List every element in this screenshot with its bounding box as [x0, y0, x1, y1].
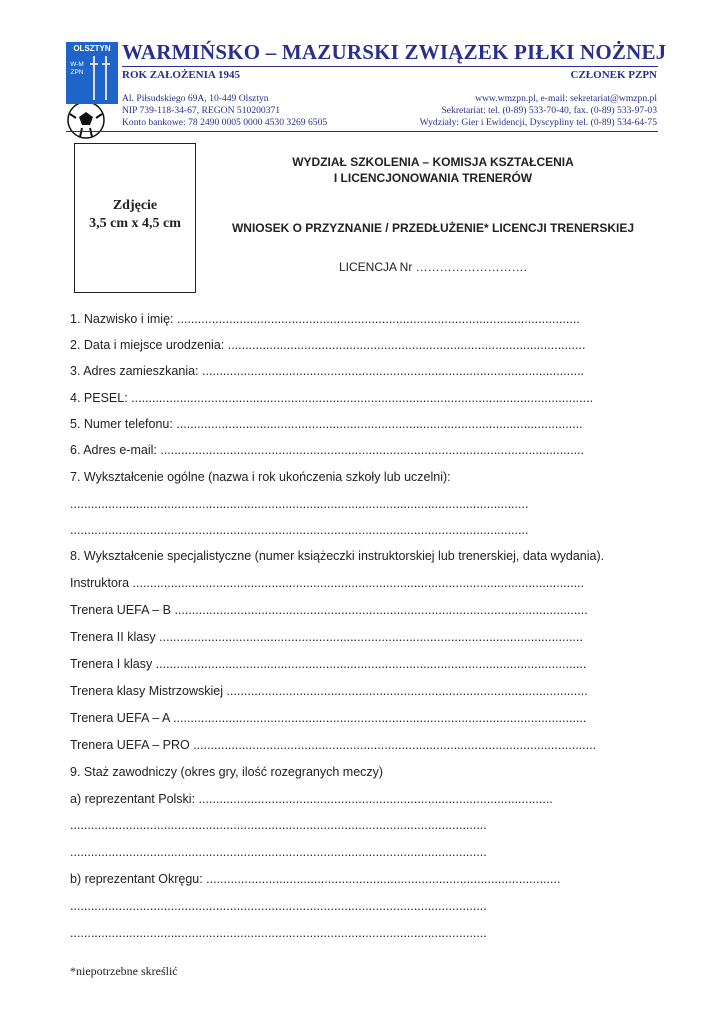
- field-district-line-2[interactable]: ........................................................................................................................: [70, 926, 487, 940]
- wmzpn-logo: [66, 42, 118, 140]
- header-bottom-rule: [66, 131, 658, 132]
- field-phone[interactable]: 5. Numer telefonu: .....................................................................................................................: [70, 417, 583, 431]
- address: Al. Piłsudskiego 69A, 10-449 Olsztyn: [122, 93, 269, 104]
- field-email[interactable]: 6. Adres e-mail: ..........................................................................................................................: [70, 443, 585, 457]
- bank-account: Konto bankowe: 78 2490 0005 0000 4530 3269 6505: [122, 117, 328, 128]
- field-specialist-label: 8. Wykształcenie specjalistyczne (numer książeczki instruktorskiej lub trenerskiej, data wydania).: [70, 549, 605, 563]
- secretariat-phone: Sekretariat: tel. (0-89) 533-70-40, fax. (0-89) 533-97-03: [441, 105, 657, 116]
- website-email: www.wmzpn.pl, e-mail: sekretariat@wmzpn.pl: [475, 93, 657, 104]
- photo-size: 3,5 cm x 4,5 cm: [89, 216, 181, 231]
- svg-text:ZPN: ZPN: [70, 69, 84, 76]
- contact-info-left: [122, 93, 327, 129]
- field-class-ii[interactable]: Trenera II klasy ..........................................................................................................................: [70, 630, 583, 644]
- field-national-line-1[interactable]: ........................................................................................................................: [70, 818, 487, 832]
- dept-line-2: I LICENCJONOWANIA TRENERÓW: [333, 171, 533, 185]
- field-uefa-b[interactable]: Trenera UEFA – B .......................................................................................................................: [70, 603, 588, 617]
- membership: CZŁONEK PZPN: [570, 69, 657, 81]
- tax-ids: NIP 739-118-34-67, REGON 510200371: [122, 105, 281, 116]
- photo-label: Zdjęcie: [112, 198, 158, 213]
- field-instructor[interactable]: Instruktora ..................................................................................................................................: [70, 576, 585, 590]
- departments-phone: Wydziały: Gier i Ewidencji, Dyscypliny tel. (0-89) 534-64-75: [419, 117, 657, 128]
- field-national-team[interactable]: a) reprezentant Polski: ......................................................................................................: [70, 792, 553, 806]
- footnote: *niepotrzebne skreślić: [70, 964, 178, 978]
- field-education-label: 7. Wykształcenie ogólne (nazwa i rok ukończenia szkoły lub uczelni):: [70, 470, 451, 484]
- contact-info-right: [420, 93, 657, 129]
- field-district-team[interactable]: b) reprezentant Okręgu: ......................................................................................................: [70, 872, 561, 886]
- svg-text:W-M: W-M: [70, 61, 84, 68]
- form-title: WNIOSEK O PRZYZNANIE / PRZEDŁUŻENIE* LICENCJI TRENERSKIEJ: [231, 221, 635, 235]
- field-address[interactable]: 3. Adres zamieszkania: ..............................................................................................................: [70, 364, 585, 378]
- header-rule: [122, 66, 658, 67]
- department-heading: [213, 154, 653, 186]
- field-uefa-a[interactable]: Trenera UEFA – A .......................................................................................................................: [70, 711, 587, 725]
- svg-text:OLSZTYN: OLSZTYN: [73, 44, 111, 53]
- field-uefa-pro[interactable]: Trenera UEFA – PRO ....................................................................................................................: [70, 738, 597, 752]
- field-district-line-1[interactable]: ........................................................................................................................: [70, 899, 487, 913]
- field-name[interactable]: 1. Nazwisko i imię: ....................................................................................................................: [70, 312, 580, 326]
- organization-name: WARMIŃSKO – MAZURSKI ZWIĄZEK PIŁKI NOŻNEJ: [122, 40, 667, 64]
- founded-year: ROK ZAŁOŻENIA 1945: [122, 69, 240, 81]
- licence-number: LICENCJA Nr ……………………….: [338, 260, 527, 274]
- field-master-class[interactable]: Trenera klasy Mistrzowskiej ........................................................................................................: [70, 684, 588, 698]
- field-birth[interactable]: 2. Data i miejsce urodzenia: .......................................................................................................: [70, 338, 586, 352]
- dept-line-1: WYDZIAŁ SZKOLENIA – KOMISJA KSZTAŁCENIA: [292, 155, 574, 169]
- field-education-line-2[interactable]: ....................................................................................................................................: [70, 523, 529, 537]
- field-player-experience-label: 9. Staż zawodniczy (okres gry, ilość rozegranych meczy): [70, 765, 384, 779]
- field-pesel[interactable]: 4. PESEL: .....................................................................................................................................: [70, 391, 594, 405]
- field-education-line-1[interactable]: ....................................................................................................................................: [70, 497, 529, 511]
- field-class-i[interactable]: Trenera I klasy ............................................................................................................................: [70, 657, 587, 671]
- photo-box: [74, 143, 196, 293]
- field-national-line-2[interactable]: ........................................................................................................................: [70, 845, 487, 859]
